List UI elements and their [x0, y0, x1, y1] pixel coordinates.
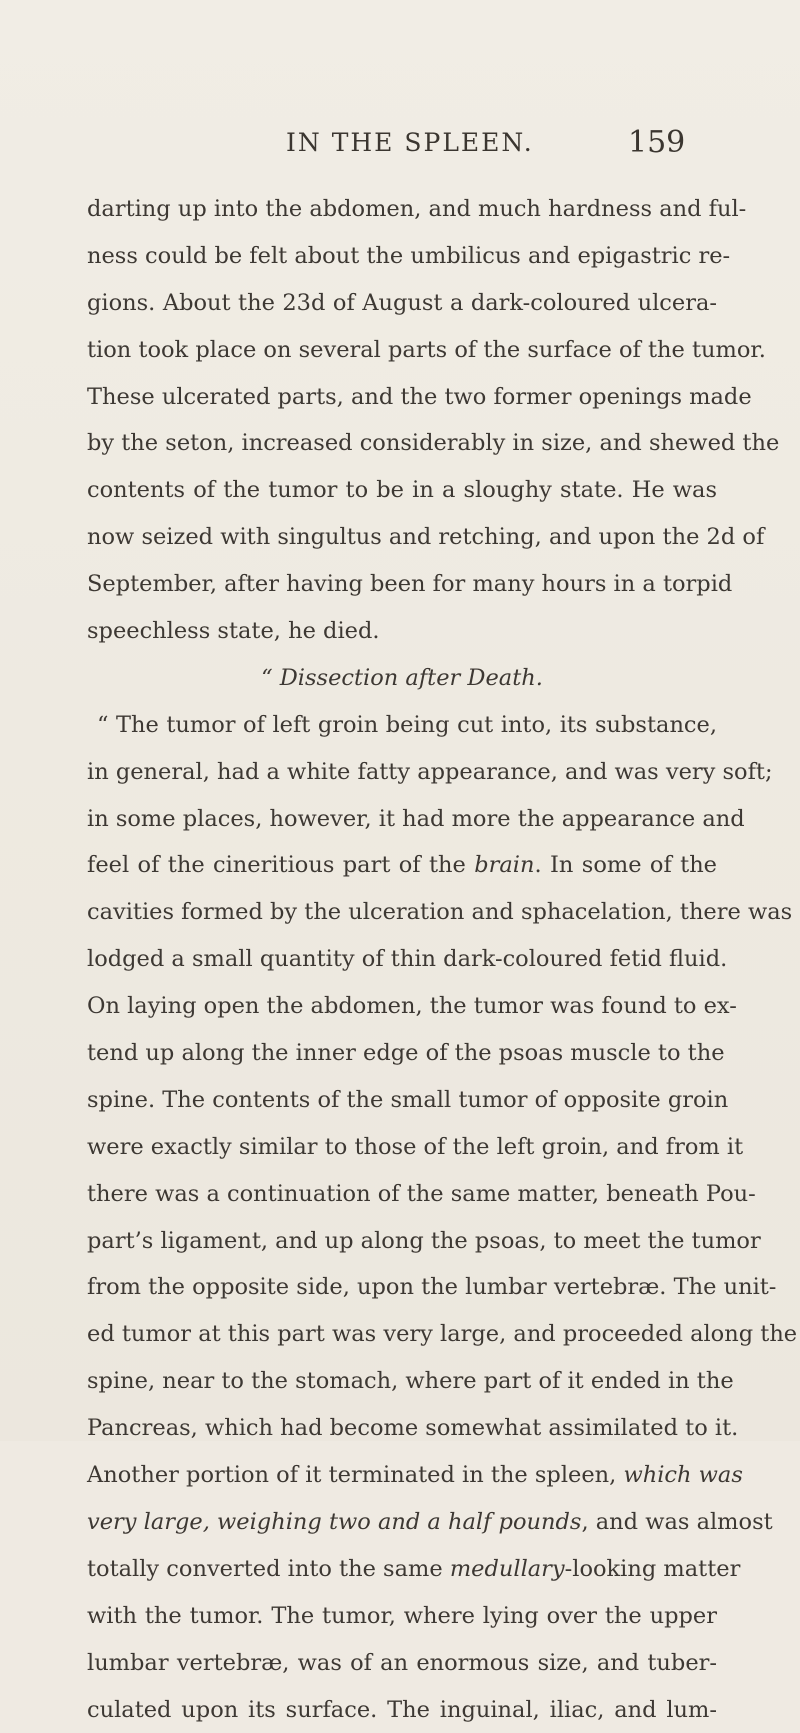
text-line: spine, near to the stomach, where part of it ended in the [87, 1358, 717, 1405]
text-line [87, 1452, 717, 1499]
text-line: September, after having been for many hours in a torpid [87, 561, 717, 608]
text-line: ed tumor at this part was very large, and proceeded along the [87, 1311, 717, 1358]
text-line: with the tumor. The tumor, where lying over the upper [87, 1593, 717, 1640]
body-text [87, 186, 717, 1733]
running-head: IN THE SPLEEN. [286, 128, 534, 157]
text-line: in general, had a white fatty appearance, and was very soft; [87, 749, 717, 796]
text-line [87, 1546, 717, 1593]
text-line [87, 842, 717, 889]
text-line: darting up into the abdomen, and much hardness and ful- [87, 186, 717, 233]
text-line: speechless state, he died. [87, 608, 717, 655]
page-header [0, 128, 800, 168]
text-line: Pancreas, which had become somewhat assimilated to it. [87, 1405, 717, 1452]
text-line: in some places, however, it had more the appearance and [87, 796, 717, 843]
italic-text: very large, weighing two and a half pounds [87, 1509, 581, 1535]
text-line: now seized with singultus and retching, and upon the 2d of [87, 514, 717, 561]
text-line: tion took place on several parts of the surface of the tumor. [87, 327, 717, 374]
text-line: by the seton, increased considerably in size, and shewed the [87, 420, 717, 467]
text-line: from the opposite side, upon the lumbar vertebræ. The unit- [87, 1264, 717, 1311]
text-line: gions. About the 23d of August a dark-coloured ulcera- [87, 280, 717, 327]
italic-text: which was [623, 1462, 742, 1488]
text-line: “ The tumor of left groin being cut into, its substance, [87, 702, 717, 749]
italic-text: medullary [450, 1556, 565, 1582]
page-number: 159 [628, 125, 685, 160]
text-line: part’s ligament, and up along the psoas, to meet the tumor [87, 1218, 717, 1265]
text-run: Another portion of it terminated in the spleen, [87, 1462, 623, 1488]
text-line: On laying open the abdomen, the tumor was found to ex- [87, 983, 717, 1030]
text-line: ness could be felt about the umbilicus and epigastric re- [87, 233, 717, 280]
text-line [87, 1499, 717, 1546]
italic-text: brain [474, 852, 534, 878]
text-line: there was a continuation of the same matter, beneath Pou- [87, 1171, 717, 1218]
text-run: . In some of the [535, 852, 718, 878]
text-line: cavities formed by the ulceration and sphacelation, there was [87, 889, 717, 936]
section-subheading: “ Dissection after Death. [87, 655, 717, 702]
text-line: culated upon its surface. The inguinal, iliac, and lum- [87, 1687, 717, 1733]
text-line: were exactly similar to those of the left groin, and from it [87, 1124, 717, 1171]
text-run: feel of the cineritious part of the [87, 852, 474, 878]
text-line: These ulcerated parts, and the two former openings made [87, 374, 717, 421]
text-line: lodged a small quantity of thin dark-coloured fetid fluid. [87, 936, 717, 983]
text-line: lumbar vertebræ, was of an enormous size, and tuber- [87, 1640, 717, 1687]
text-line: contents of the tumor to be in a sloughy state. He was [87, 467, 717, 514]
text-line: spine. The contents of the small tumor of opposite groin [87, 1077, 717, 1124]
text-line: tend up along the inner edge of the psoas muscle to the [87, 1030, 717, 1077]
text-run: totally converted into the same [87, 1556, 450, 1582]
text-run: , and was almost [581, 1509, 772, 1535]
text-run: -looking matter [565, 1556, 741, 1582]
